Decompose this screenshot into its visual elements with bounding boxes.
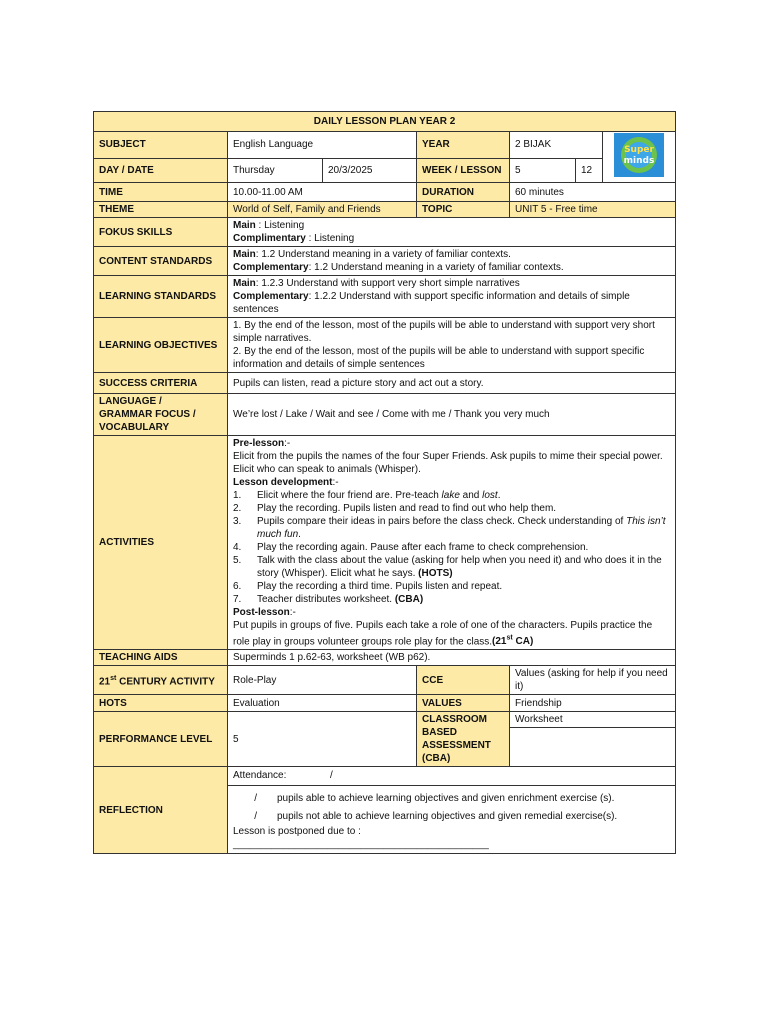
teaching-aids-label: TEACHING AIDS: [94, 650, 228, 666]
year-label: YEAR: [417, 132, 510, 159]
superminds-logo: [614, 133, 664, 177]
attendance-row: Attendance: /: [228, 767, 675, 786]
activity-step: 2. Play the recording. Pupils listen and read to find out who help them.: [233, 503, 557, 514]
learning-standards-value: [228, 276, 676, 318]
pre-lesson-label: Pre-lesson: [233, 438, 285, 449]
language-focus-label-2: GRAMMAR FOCUS /: [99, 409, 196, 420]
duration-value: 60 minutes: [510, 183, 676, 202]
activities-label: ACTIVITIES: [94, 436, 228, 650]
duration-label: DURATION: [417, 183, 510, 202]
century-activity-label: 21st CENTURY ACTIVITY: [94, 666, 228, 695]
performance-level-label: PERFORMANCE LEVEL: [94, 712, 228, 767]
cba-label: CLASSROOM BASED ASSESSMENT (CBA): [417, 712, 510, 767]
fokus-comp-label: Complimentary: [233, 233, 306, 244]
logo-word-1: Super: [624, 145, 654, 155]
cs-main: : 1.2 Understand meaning in a variety of familiar contexts.: [255, 249, 511, 260]
activities-value: [228, 436, 676, 650]
content-standards-value: [228, 247, 676, 276]
lesson-development-suffix: :-: [332, 477, 339, 488]
ls-comp-label: Complementary: [233, 291, 309, 302]
post-lesson-suffix: :-: [289, 607, 296, 618]
subject-label: SUBJECT: [94, 132, 228, 159]
cba-value-cell: [510, 712, 676, 767]
objective-1: 1. By the end of the lesson, most of the pupils will be able to understand with support very short simple narratives.: [233, 320, 655, 344]
success-criteria-label: SUCCESS CRITERIA: [94, 373, 228, 394]
teaching-aids-value: Superminds 1 p.62-63, worksheet (WB p62).: [228, 650, 676, 666]
lesson-value: 12: [576, 158, 603, 182]
lesson-plan-table: [93, 111, 676, 854]
success-criteria-value: Pupils can listen, read a picture story and act out a story.: [228, 373, 676, 394]
learning-objectives-label: LEARNING OBJECTIVES: [94, 318, 228, 373]
pre-lesson-text: Elicit from the pupils the names of the four Super Friends. Ask pupils to mime their special power. Elicit who can speak to animals (Whisper).: [233, 451, 663, 475]
cs-comp-label: Complementary: [233, 262, 309, 273]
theme-label: THEME: [94, 202, 228, 218]
objective-2: 2. By the end of the lesson, most of the pupils will be able to understand with support specific information and details of simple sentences: [233, 346, 645, 370]
lesson-development-label: Lesson development: [233, 477, 333, 488]
cce-value: Values (asking for help if you need it): [510, 666, 676, 695]
language-focus-label-3: VOCABULARY: [99, 422, 170, 433]
reflection-line-2: / pupils not able to achieve learning objectives and given remedial exercise(s).: [254, 810, 618, 822]
postponed-underline: ______________________________________________: [233, 839, 489, 851]
theme-value: World of Self, Family and Friends: [228, 202, 417, 218]
activity-step: 5. Talk with the class about the value (asking for help when you need it) and who does it in the story (Whisper). Elicit what he says. (HOTS): [233, 555, 662, 579]
plan-title: DAILY LESSON PLAN YEAR 2: [94, 112, 676, 132]
date-value: 20/3/2025: [323, 158, 417, 182]
performance-level-value: 5: [228, 712, 417, 767]
post-lesson-text: Put pupils in groups of five. Pupils each take a role of one of the characters. Pupils practice the role play in groups volunteer groups role play for the class.(21st CA): [233, 620, 653, 648]
logo-cell: [603, 132, 676, 183]
fokus-comp: : Listening: [305, 233, 355, 244]
language-focus-label: [94, 394, 228, 436]
values-label: VALUES: [417, 695, 510, 712]
content-standards-label: CONTENT STANDARDS: [94, 247, 228, 276]
time-label: TIME: [94, 183, 228, 202]
week-lesson-label: WEEK / LESSON: [417, 158, 510, 182]
activity-step: 7. Teacher distributes worksheet. (CBA): [233, 594, 424, 605]
reflection-value: [228, 767, 676, 854]
day-value: Thursday: [228, 158, 323, 182]
fokus-main: : Listening: [255, 220, 305, 231]
reflection-line-1: / pupils able to achieve learning objectives and given enrichment exercise (s).: [254, 792, 615, 804]
activity-step: 3. Pupils compare their ideas in pairs before the class check. Check understanding of This isn’t much fun.: [233, 516, 666, 540]
pre-lesson-suffix: :-: [284, 438, 291, 449]
language-focus-label-1: LANGUAGE /: [99, 396, 162, 407]
topic-value: UNIT 5 - Free time: [510, 202, 676, 218]
cs-comp: : 1.2 Understand meaning in a variety of familiar contexts.: [308, 262, 564, 273]
post-lesson-label: Post-lesson: [233, 607, 290, 618]
hots-label: HOTS: [94, 695, 228, 712]
cce-label: CCE: [417, 666, 510, 695]
time-value: 10.00-11.00 AM: [228, 183, 417, 202]
week-value: 5: [510, 158, 576, 182]
ls-main-label: Main: [233, 278, 256, 289]
hots-value: Evaluation: [228, 695, 417, 712]
activity-steps: [233, 489, 670, 606]
activity-step: 1. Elicit where the four friend are. Pre-teach lake and lost.: [233, 490, 501, 501]
year-value: 2 BIJAK: [510, 132, 603, 159]
language-focus-value: We’re lost / Lake / Wait and see / Come with me / Thank you very much: [228, 394, 676, 436]
values-value: Friendship: [510, 695, 676, 712]
ls-main: : 1.2.3 Understand with support very short simple narratives: [255, 278, 520, 289]
cba-value: Worksheet: [510, 712, 675, 728]
attendance-slash: /: [329, 770, 333, 782]
learning-standards-label: LEARNING STANDARDS: [94, 276, 228, 318]
reflection-label: REFLECTION: [94, 767, 228, 854]
fokus-skills-label: FOKUS SKILLS: [94, 218, 228, 247]
day-date-label: DAY / DATE: [94, 158, 228, 182]
fokus-main-label: Main: [233, 220, 256, 231]
learning-objectives-value: [228, 318, 676, 373]
topic-label: TOPIC: [417, 202, 510, 218]
activity-step: 4. Play the recording again. Pause after each frame to check comprehension.: [233, 542, 589, 553]
cs-main-label: Main: [233, 249, 256, 260]
century-activity-value: Role-Play: [228, 666, 417, 695]
activity-step: 6. Play the recording a third time. Pupils listen and repeat.: [233, 581, 503, 592]
logo-word-2: minds: [623, 156, 655, 166]
ls-comp: : 1.2.2 Understand with support specific information and details of simple sentences: [233, 291, 630, 315]
subject-value: English Language: [228, 132, 417, 159]
fokus-skills-value: [228, 218, 676, 247]
postponed-text: Lesson is postponed due to :: [233, 826, 361, 838]
